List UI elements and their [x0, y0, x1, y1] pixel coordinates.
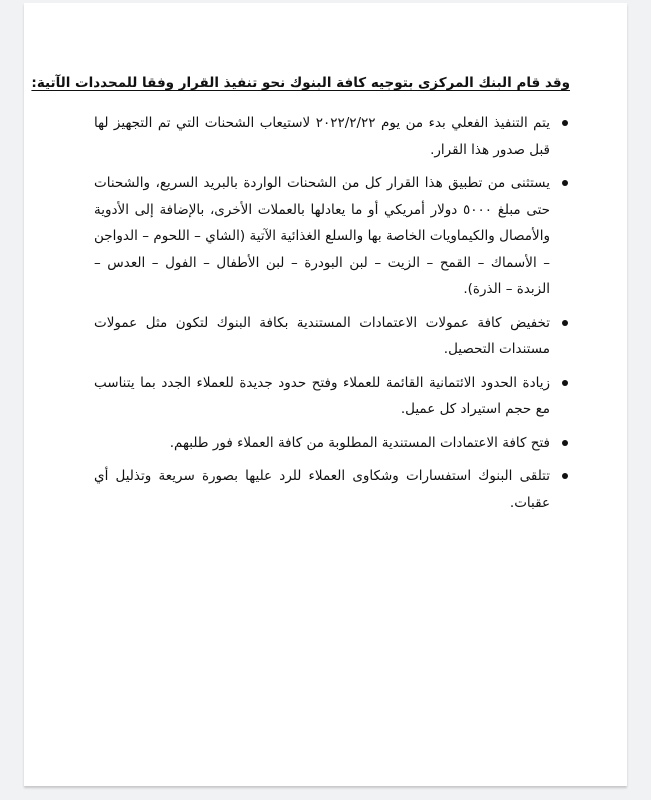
- list-item: [94, 310, 570, 363]
- bullet-icon: [562, 320, 568, 326]
- list-item-text: تخفيض كافة عمولات الاعتمادات المستندية بكافة البنوك لتكون مثل عمولات مستندات التحصيل.: [94, 314, 550, 357]
- list-item: [94, 170, 570, 303]
- list-item: [94, 370, 570, 423]
- bullet-icon: [562, 440, 568, 446]
- bullet-icon: [562, 180, 568, 186]
- document-page: [24, 3, 627, 786]
- list-item: [94, 110, 570, 163]
- list-item-text: فتح كافة الاعتمادات المستندية المطلوبة من كافة العملاء فور طلبهم.: [169, 434, 550, 451]
- bullet-icon: [562, 473, 568, 479]
- list-item-text: يستثنى من تطبيق هذا القرار كل من الشحنات الواردة بالبريد السريع، والشحنات حتى مبلغ ٥٠٠٠ دولار أمريكي أو ما يعادلها بالعملات الأخرى، بالإضافة إلى الأدوية والأمصال والكيماويات الخاصة بها والسلع الغذائية الآتية (الشاي – اللحوم – الدواجن – الأسماك – القمح – الزيت – لبن البودرة – لبن الأطفال – الفول – العدس – الزبدة – الذرة).: [94, 175, 550, 297]
- list-item-text: يتم التنفيذ الفعلي بدء من يوم ٢٠٢٢/٢/٢٢ لاستيعاب الشحنات التي تم التجهيز لها قبل صدور هذا القرار.: [94, 115, 550, 158]
- list-item-text: زيادة الحدود الائتمانية القائمة للعملاء وفتح حدود جديدة للعملاء الجدد بما يتناسب مع حجم استيراد كل عميل.: [94, 374, 550, 417]
- list-item: [94, 430, 570, 457]
- section-heading: وقد قام البنك المركزى بتوجيه كافة البنوك نحو تنفيذ القرار وفقا للمحددات الآتية:: [31, 75, 570, 91]
- list-item: [94, 463, 570, 516]
- bullet-list: [94, 110, 570, 523]
- list-item-text: تتلقى البنوك استفسارات وشكاوى العملاء للرد عليها بصورة سريعة وتذليل أي عقبات.: [94, 468, 550, 511]
- bullet-icon: [562, 380, 568, 386]
- bullet-icon: [562, 120, 568, 126]
